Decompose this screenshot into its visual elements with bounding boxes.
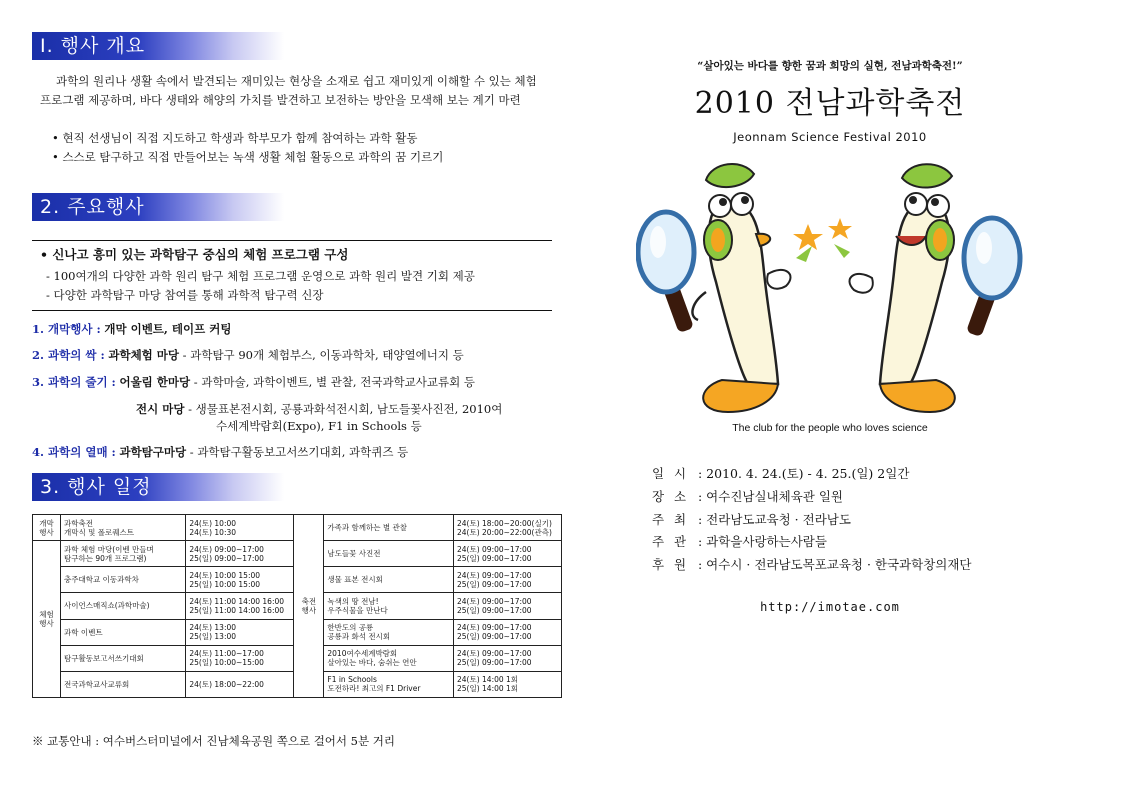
- main-sub-1: - 100여개의 다양한 과학 원리 탐구 체험 프로그램 운영으로 과학 원리 발견 기회 제공: [46, 269, 475, 283]
- program-label: 4. 과학의 열매 :: [32, 445, 116, 459]
- time-cell: 24(토) 09:00~17:00 25(일) 09:00~17:00: [454, 619, 562, 645]
- time-cell: 24(토) 09:00~17:00 25(일) 09:00~17:00: [454, 541, 562, 567]
- time-cell: 24(토) 09:00~17:00 25(일) 09:00~17:00: [186, 541, 294, 567]
- transport-note: ※ 교통안내 : 여수버스터미널에서 진남체육공원 쪽으로 걸어서 5분 거리: [32, 734, 395, 748]
- info-key: 장 소: [652, 489, 690, 504]
- event-cell: 생물 표본 전시회: [324, 567, 454, 593]
- info-key: 일 시: [652, 466, 690, 481]
- time-cell: 24(토) 11:00~17:00 25(일) 10:00~15:00: [186, 645, 294, 671]
- event-cell: 한반도의 공룡 공룡과 화석 전시회: [324, 619, 454, 645]
- info-row-date: [652, 464, 909, 482]
- program-name: 개막 이벤트, 테이프 커팅: [104, 322, 232, 336]
- website-link[interactable]: http://imotae.com: [760, 600, 900, 614]
- event-cell: 사이언스매직쇼(과학마술): [61, 593, 186, 619]
- program-desc: - 생물표본전시회, 공룡과화석전시회, 남도들꽃사진전, 2010여: [184, 402, 503, 416]
- table-row: [33, 515, 562, 541]
- event-cell: 녹색의 땅 전남! 우주식물을 만난다: [324, 593, 454, 619]
- program-name: 전시 마당: [136, 402, 185, 416]
- time-cell: 24(토) 09:00~17:00 25(일) 09:00~17:00: [454, 593, 562, 619]
- mascot-left-icon: [692, 164, 790, 412]
- program-desc: - 과학마술, 과학이벤트, 별 관찰, 전국과학교사교류회 등: [190, 375, 475, 389]
- main-sub-2: - 다양한 과학탐구 마당 참여를 통해 과학적 탐구력 신장: [46, 288, 324, 302]
- info-row-host: [652, 510, 851, 528]
- program-name: 과학탐구마당: [119, 445, 187, 459]
- poster-title: 2010 전남과학축전: [694, 86, 966, 121]
- event-cell: 2010여수세계박람회 살아있는 바다, 숨쉬는 연안: [324, 645, 454, 671]
- info-value: : 여수진남실내체육관 일원: [697, 489, 843, 504]
- program-item-2: [32, 346, 464, 364]
- time-cell: 24(토) 10:00 24(토) 10:30: [186, 515, 294, 541]
- program-item-3: [32, 373, 475, 391]
- magnifier-left-icon: [638, 212, 694, 333]
- program-label: 2. 과학의 싹 :: [32, 348, 105, 362]
- program-item-4: [32, 443, 408, 461]
- event-cell: 가족과 함께하는 별 관찰: [324, 515, 454, 541]
- section-heading-main-events: [32, 193, 284, 221]
- event-cell: 과학 체험 마당(이벤 만들며 탐구하는 90개 프로그램): [61, 541, 186, 567]
- event-cell: 전국과학교사교류회: [61, 671, 186, 697]
- time-cell: 24(토) 18:00~20:00(실기) 24(토) 20:00~22:00(관측): [454, 515, 562, 541]
- category-experience: 체험 행사: [33, 541, 61, 698]
- event-cell: 과학 이벤트: [61, 619, 186, 645]
- divider-bottom: [32, 310, 552, 311]
- time-cell: 24(토) 14:00 1회 25(일) 14:00 1회: [454, 671, 562, 697]
- info-key: 주 관: [652, 534, 690, 549]
- overview-bullet-1: • 현직 선생님이 직접 지도하고 학생과 학부모가 함께 참여하는 과학 활동: [52, 131, 418, 145]
- section-heading-schedule: [32, 473, 284, 501]
- info-value: : 여수시 · 전라남도목포교육청 · 한국과학창의재단: [697, 557, 972, 572]
- divider-top: [32, 240, 552, 241]
- star-icon: [793, 218, 852, 262]
- info-value: : 전라남도교육청 · 전라남도: [697, 512, 851, 527]
- info-row-organizer: [652, 532, 827, 550]
- section-heading-text: 2. 주요행사: [40, 196, 145, 218]
- main-headline: • 신나고 흥미 있는 과학탐구 중심의 체험 프로그램 구성: [40, 247, 349, 262]
- info-value: : 2010. 4. 24.(토) - 4. 25.(일) 2일간: [697, 466, 910, 481]
- overview-paragraph: 과학의 원리나 생활 속에서 발견되는 재미있는 현상을 소재로 쉽고 재미있게 이해할 수 있는 체험 프로그램 제공하며, 바다 생태와 해양의 가치를 발견하고 보전하는 방안을 모색해 보는 계기 마련: [40, 74, 537, 107]
- info-key: 주 최: [652, 512, 690, 527]
- event-cell: 남도들꽃 사진전: [324, 541, 454, 567]
- info-key: 후 원: [652, 557, 690, 572]
- section-heading-text: 3. 행사 일정: [40, 476, 152, 498]
- section-heading-text: Ⅰ. 행사 개요: [40, 35, 146, 57]
- poster-slogan: “살아있는 바다를 향한 꿈과 희망의 실현, 전남과학축전!”: [697, 60, 963, 72]
- section-heading-overview: [32, 32, 284, 60]
- event-cell: F1 in Schools 도전하라! 최고의 F1 Driver: [324, 671, 454, 697]
- program-desc: - 과학탐구 90개 체험부스, 이동과학차, 태양열에너지 등: [179, 348, 464, 362]
- event-cell: 과학축전 개막식 및 폴로퀘스트: [61, 515, 186, 541]
- schedule-table: [32, 514, 562, 698]
- time-cell: 24(토) 18:00~22:00: [186, 671, 294, 697]
- poster-subtitle: Jeonnam Science Festival 2010: [733, 130, 927, 144]
- program-item-1: [32, 320, 231, 338]
- time-cell: 24(토) 10:00 15:00 25(일) 10:00 15:00: [186, 567, 294, 593]
- program-name: 과학체험 마당: [108, 348, 180, 362]
- mascot-illustration: [636, 162, 1024, 424]
- mascot-right-icon: [849, 164, 954, 412]
- program-label: 3. 과학의 줄기 :: [32, 375, 116, 389]
- info-row-sponsor: [652, 555, 972, 573]
- program-item-3-exhibit-cont: 수세계박람회(Expo), F1 in Schools 등: [216, 419, 422, 433]
- program-name: 어울림 한마당: [119, 375, 191, 389]
- event-cell: 충주대학교 이동과학차: [61, 567, 186, 593]
- category-festival: 축전 행사: [294, 515, 324, 698]
- time-cell: 24(토) 09:00~17:00 25(일) 09:00~17:00: [454, 645, 562, 671]
- magnifier-right-icon: [964, 218, 1020, 337]
- club-caption: The club for the people who loves science: [732, 422, 928, 434]
- event-cell: 탐구활동보고서쓰기대회: [61, 645, 186, 671]
- overview-bullet-2: • 스스로 탐구하고 직접 만들어보는 녹색 생활 체험 활동으로 과학의 꿈 기르기: [52, 150, 444, 164]
- time-cell: 24(토) 11:00 14:00 16:00 25(일) 11:00 14:00 16:00: [186, 593, 294, 619]
- time-cell: 24(토) 13:00 25(일) 13:00: [186, 619, 294, 645]
- time-cell: 24(토) 09:00~17:00 25(일) 09:00~17:00: [454, 567, 562, 593]
- info-row-venue: [652, 487, 843, 505]
- program-label: 1. 개막행사 :: [32, 322, 101, 336]
- category-opening: 개막 행사: [33, 515, 61, 541]
- program-desc: - 과학탐구활동보고서쓰기대회, 과학퀴즈 등: [186, 445, 409, 459]
- program-item-3-exhibit: [136, 400, 502, 418]
- info-value: : 과학을사랑하는사람들: [697, 534, 827, 549]
